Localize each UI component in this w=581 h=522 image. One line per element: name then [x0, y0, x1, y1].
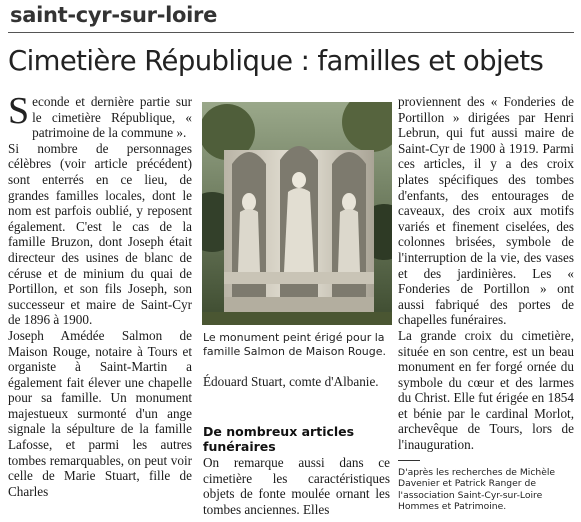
- drop-cap: S: [8, 90, 30, 132]
- article-subheading: De nombreux articles funéraires: [203, 424, 355, 454]
- article-column-1: [8, 90, 192, 499]
- paragraph: Joseph Amédée Salmon de Maison Rouge, notaire à Tours et organiste à Saint-Martin a également fait élever une chapelle pour sa famille. Un monument majestueux surmonté d'un ange signale la sépulture de la famille Lafosse, et parmi les autres tombes remarquables, on peut voir celle de Marie Stuart, fille de Charles: [8, 327, 192, 499]
- section-title: saint-cyr-sur-loire: [10, 3, 218, 27]
- paragraph: La grande croix du cimetière, située en son centre, est un beau monument en fer forgé ornée du symbole du cœur et des larmes du Christ. Elle fut érigée en 1854 et bénie par le cardinal Morlot, archevêque de Tours, lors de l'inauguration.: [398, 327, 574, 453]
- article-column-2-top: Édouard Stuart, comte d'Albanie.: [203, 374, 379, 389]
- paragraph: proviennent des « Fonderies de Portillon » dirigées par Henri Lebrun, qui fut aussi maire de Saint-Cyr de 1900 à 1919. Parmi ces articles, il y a des croix plates spécifiques des tombes d'enfants, des entourages de caveaux, des croix aux motifs variés et finement ciselées, des colonnes brisées, symbole de l'interruption de la vie, des vases et des jardinières. Les « Fonderies de Portillon » ont aussi fabriqué des portes de chapelles funéraires.: [398, 94, 574, 328]
- article-column-3: [398, 94, 574, 453]
- article-column-2-bottom: On remarque aussi dans ce cimetière les caractéristiques objets de fonte moulée ornant les tombes anciennes. Elles: [203, 455, 390, 517]
- credit-divider: [398, 460, 420, 461]
- paragraph: Si nombre de personnages célèbres (voir article précédent) sont enterrés en ce lieu, de grandes familles locales, dont le nom est parfois oublié, y reposent également. C'est le cas de la famille Bruzon, dont Joseph était directeur des usines de blanc de céruse et de minium du quai de Portillon, et son fils Joseph, son successeur et maire de Saint-Cyr de 1896 à 1900.: [8, 140, 192, 328]
- monument-illustration: [202, 102, 392, 325]
- section-header: [8, 2, 574, 33]
- article-credit: D'après les recherches de Michèle Davenier et Patrick Ranger de l'association Saint-Cyr-sur-Loire Hommes et Patrimoine.: [398, 467, 556, 513]
- monument-photo: [202, 102, 392, 325]
- photo-caption: Le monument peint érigé pour la famille Salmon de Maison Rouge.: [203, 331, 387, 358]
- article-headline: Cimetière République : familles et objets: [8, 45, 544, 77]
- intro-paragraph: Seconde et dernière partie sur le cimetière République, « patrimoine de la commune ».: [8, 90, 192, 141]
